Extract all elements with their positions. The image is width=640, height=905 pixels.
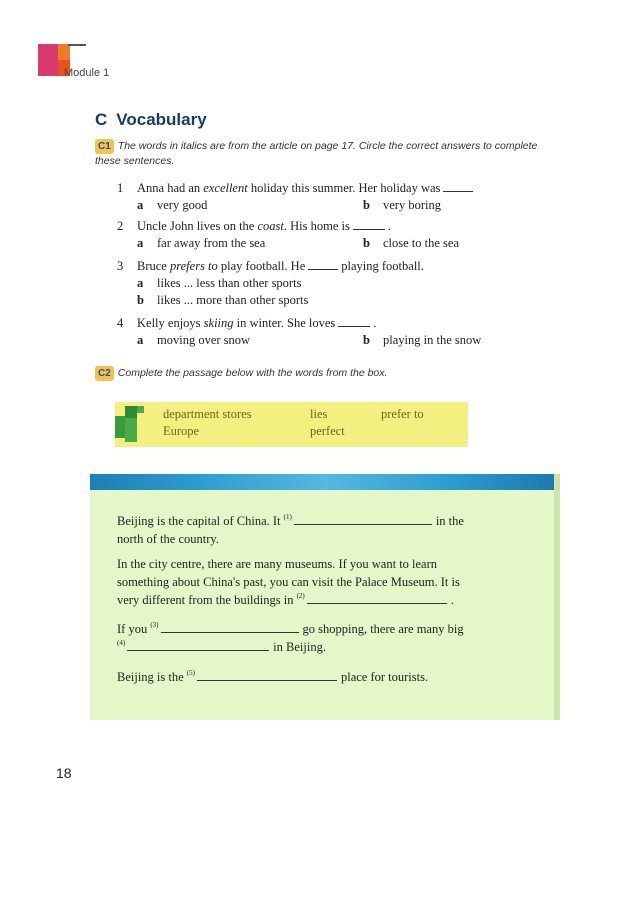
c1-badge: C1 — [95, 139, 114, 154]
word-box-decoration — [137, 406, 144, 413]
passage-text: in Beijing. — [273, 640, 326, 654]
passage-blank-4[interactable] — [127, 640, 269, 651]
section-title — [95, 110, 207, 130]
question-1 — [117, 181, 476, 196]
c1-instruction — [95, 139, 555, 169]
question-4 — [117, 316, 376, 331]
word-box — [115, 402, 468, 447]
question-text: playing football. — [341, 259, 424, 273]
question-number: 1 — [117, 181, 124, 195]
passage-line-4: something about China's past, you can visit the Palace Museum. It is — [117, 575, 460, 589]
option-letter: b — [363, 236, 370, 250]
passage-header-strip — [90, 474, 560, 490]
option-2b[interactable] — [363, 236, 459, 251]
question-3 — [117, 259, 424, 274]
option-text: likes ... less than other sports — [157, 276, 302, 290]
question-text: in winter. She loves — [233, 316, 336, 330]
question-text: Bruce — [137, 259, 170, 273]
passage-edge — [554, 474, 560, 720]
passage-text: place for tourists. — [340, 670, 429, 684]
question-number: 3 — [117, 259, 124, 273]
blank-number: (3) — [150, 621, 159, 629]
question-text: . — [373, 316, 377, 330]
option-4b[interactable] — [363, 333, 481, 348]
word-europe: Europe — [163, 424, 200, 438]
question-keyword: coast — [257, 219, 284, 233]
c2-badge: C2 — [95, 366, 114, 381]
passage-line-3: In the city centre, there are many museums. If you want to learn — [117, 557, 438, 571]
option-2a[interactable] — [137, 236, 265, 251]
section-title-text: Vocabulary — [116, 110, 207, 129]
passage-text: Beijing is the capital of China. It — [117, 514, 281, 528]
option-text: playing in the snow — [383, 333, 482, 347]
passage-box — [90, 474, 560, 720]
option-letter: a — [137, 276, 144, 290]
blank-number: (4) — [117, 639, 126, 647]
question-text: play football. He — [217, 259, 306, 273]
option-letter: a — [137, 333, 144, 347]
blank-number: (2) — [296, 592, 305, 600]
question-keyword: skiing — [203, 316, 234, 330]
section-letter: C — [95, 110, 108, 129]
question-text: Kelly enjoys — [137, 316, 204, 330]
passage-text: Beijing is the — [117, 670, 184, 684]
passage-text: If you — [117, 622, 148, 636]
passage-text: very different from the buildings in — [117, 593, 294, 607]
option-letter: b — [137, 293, 144, 307]
passage-text: . — [450, 593, 454, 607]
question-number: 4 — [117, 316, 124, 330]
word-box-decoration — [125, 406, 137, 418]
option-letter: a — [137, 236, 144, 250]
question-text: holiday this summer. Her holiday was — [247, 181, 441, 195]
question-text: Anna had an — [137, 181, 204, 195]
option-text: close to the sea — [383, 236, 460, 250]
question-2 — [117, 219, 391, 234]
word-box-decoration — [125, 418, 137, 442]
c1-instruction-text: The words in italics are from the article on page 17. Circle the correct answers to complete these sentences. — [95, 140, 538, 167]
passage-text: in the — [435, 514, 464, 528]
module-label: Module 1 — [64, 67, 110, 79]
option-text: very good — [157, 198, 208, 212]
passage-blank-2[interactable] — [307, 593, 447, 604]
word-department-stores: department stores — [163, 407, 252, 421]
option-letter: a — [137, 198, 144, 212]
blank-number: (5) — [186, 669, 195, 677]
word-perfect: perfect — [310, 424, 345, 438]
word-box-decoration — [115, 416, 125, 438]
passage-text: go shopping, there are many big — [302, 622, 464, 636]
option-4a[interactable] — [137, 333, 250, 348]
option-3a[interactable] — [137, 276, 301, 291]
passage-line-5 — [117, 593, 454, 608]
option-1b[interactable] — [363, 198, 441, 213]
question-text: . — [387, 219, 391, 233]
c2-instruction — [95, 366, 555, 381]
question-text: Uncle John lives on the — [137, 219, 258, 233]
passage-line-1 — [117, 514, 464, 529]
word-prefer-to: prefer to — [381, 407, 424, 421]
passage-blank-5[interactable] — [197, 670, 337, 681]
question-keyword: excellent — [203, 181, 248, 195]
question-text: . His home is — [283, 219, 350, 233]
option-3b[interactable] — [137, 293, 308, 308]
option-text: moving over snow — [157, 333, 251, 347]
answer-blank[interactable] — [338, 316, 370, 327]
option-1a[interactable] — [137, 198, 207, 213]
question-keyword: prefers to — [169, 259, 218, 273]
option-letter: b — [363, 198, 370, 212]
passage-blank-3[interactable] — [161, 622, 299, 633]
question-number: 2 — [117, 219, 124, 233]
answer-blank[interactable] — [308, 259, 338, 270]
option-text: likes ... more than other sports — [157, 293, 309, 307]
option-text: far away from the sea — [157, 236, 266, 250]
blank-number: (1) — [283, 513, 292, 521]
passage-line-6 — [117, 622, 464, 637]
word-lies: lies — [310, 407, 328, 421]
passage-line-7 — [117, 640, 326, 655]
passage-line-8 — [117, 670, 428, 685]
page-number: 18 — [56, 765, 72, 781]
answer-blank[interactable] — [353, 219, 385, 230]
option-letter: b — [363, 333, 370, 347]
passage-line-2: north of the country. — [117, 532, 219, 546]
answer-blank[interactable] — [443, 181, 473, 192]
c2-instruction-text: Complete the passage below with the words from the box. — [117, 367, 388, 379]
passage-blank-1[interactable] — [294, 514, 432, 525]
option-text: very boring — [383, 198, 441, 212]
